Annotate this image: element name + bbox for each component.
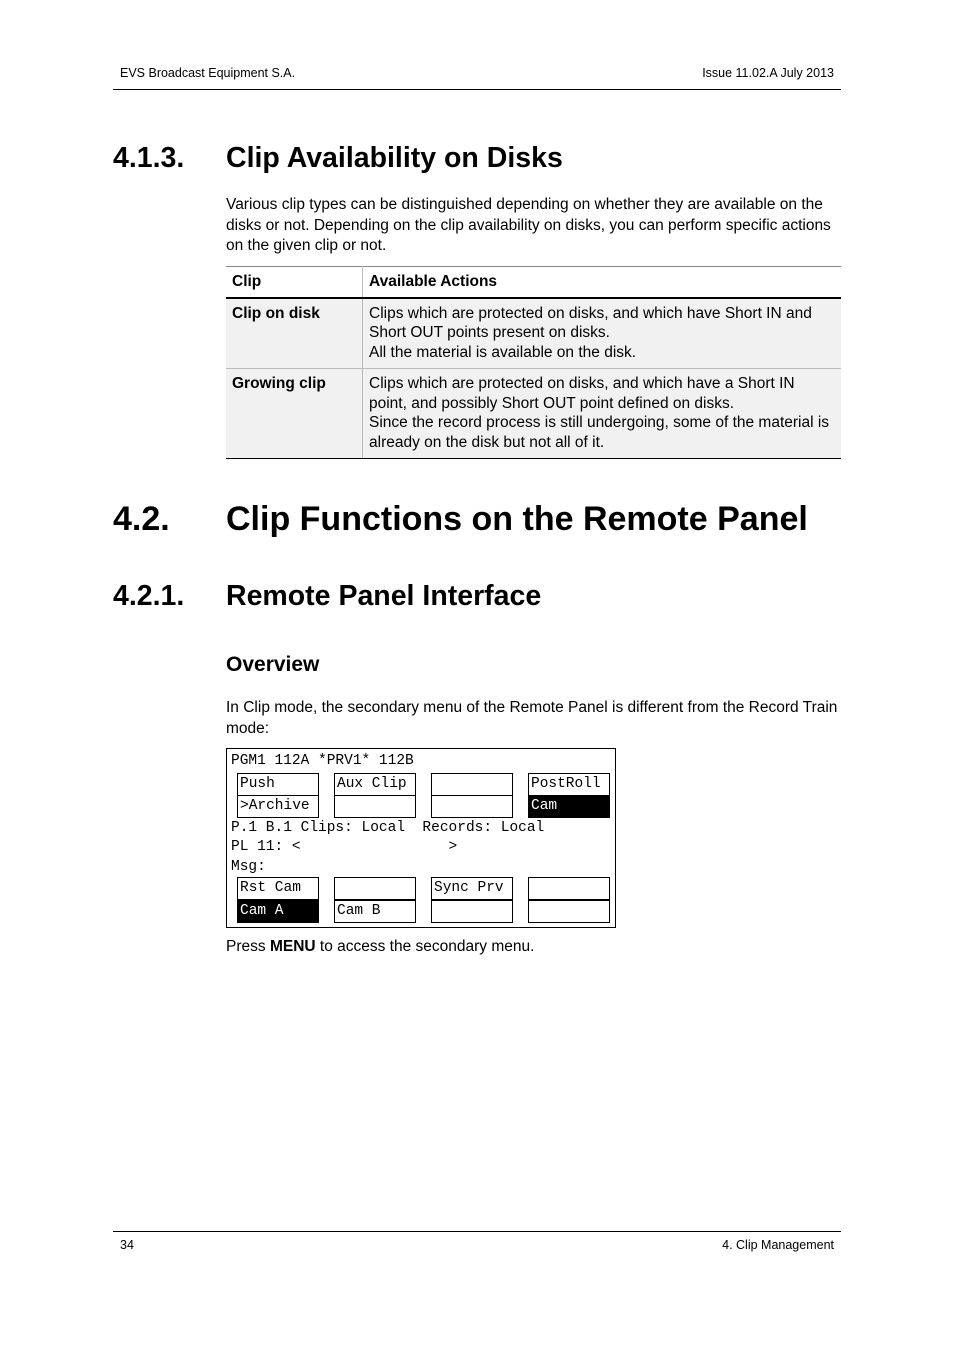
remote-panel-display [226,748,616,928]
section-number: 4.1.3. [113,142,185,174]
clip-availability-intro: Various clip types can be distinguished depending on whether they are available on the disks or not. Depending on the clip availability on disks, you can perform specific actions on the given clip or not. [226,196,831,254]
menu-instruction [226,937,841,958]
menu-instruction-suffix: to access the secondary menu. [315,938,535,955]
footer-chapter: 4. Clip Management [722,1238,834,1252]
table-row [226,369,841,459]
panel-key-lower-selected[interactable]: Cam [528,795,610,818]
header-issue: Issue 11.02.A July 2013 [702,66,834,80]
table-header-row [226,267,841,298]
panel-playlist-line: PL 11: < > [231,839,458,855]
column-header-clip: Clip [226,267,363,298]
overview-heading: Overview [226,653,320,676]
menu-key-name: MENU [269,938,316,955]
actions-line: Clips which are protected on disks, and which have a Short IN point, and possibly Short OUT point defined on disks. [369,375,795,412]
panel-key-lower[interactable] [334,795,416,818]
panel-status-line: P.1 B.1 Clips: Local Records: Local [231,820,545,836]
section-title: Clip Availability on Disks [226,142,563,174]
section-heading-4-2-1 [113,580,542,613]
actions-cell [363,369,842,459]
clip-availability-table [226,266,841,459]
clip-type-cell: Growing clip [226,369,363,459]
panel-key-upper[interactable]: Sync Prv [431,877,513,900]
panel-key-lower-selected[interactable]: Cam A [237,900,319,923]
section-number: 4.2.1. [113,580,185,612]
section-heading-4-1-3 [113,142,563,175]
header-company: EVS Broadcast Equipment S.A. [120,66,296,80]
panel-key-lower[interactable] [431,900,513,923]
menu-instruction-prefix: Press [226,938,270,955]
section-number: 4.2. [113,500,170,538]
panel-key-lower[interactable]: Cam B [334,900,416,923]
page-number: 34 [120,1238,134,1252]
panel-key-upper[interactable]: PostRoll [528,773,610,796]
actions-line: Clips which are protected on disks, and which have Short IN and Short OUT points present on disks. [369,304,812,341]
section-title: Clip Functions on the Remote Panel [226,500,808,538]
panel-key-upper[interactable]: Rst Cam [237,877,319,900]
panel-channel-line: PGM1 112A *PRV1* 112B [231,753,414,769]
section-title: Remote Panel Interface [226,580,542,612]
panel-message-line: Msg: [231,859,266,875]
panel-key-upper[interactable] [334,877,416,900]
panel-key-upper[interactable]: Push [237,773,319,796]
column-header-actions: Available Actions [363,267,842,298]
table-row [226,298,841,369]
actions-line: Since the record process is still undergoing, some of the material is already on the disk but not all of it. [369,414,830,451]
header-rule [113,89,841,90]
panel-key-lower[interactable] [528,900,610,923]
panel-key-upper[interactable] [528,877,610,900]
actions-cell [363,298,842,369]
footer-rule [113,1231,841,1232]
section-heading-4-2 [113,500,808,539]
remote-panel-intro: In Clip mode, the secondary menu of the Remote Panel is different from the Record Train mode: [226,699,838,737]
panel-key-lower[interactable]: >Archive [237,795,319,818]
clip-type-cell: Clip on disk [226,298,363,369]
panel-key-upper[interactable]: Aux Clip [334,773,416,796]
panel-key-lower[interactable] [431,795,513,818]
actions-line: All the material is available on the disk. [369,343,637,361]
panel-key-upper[interactable] [431,773,513,796]
